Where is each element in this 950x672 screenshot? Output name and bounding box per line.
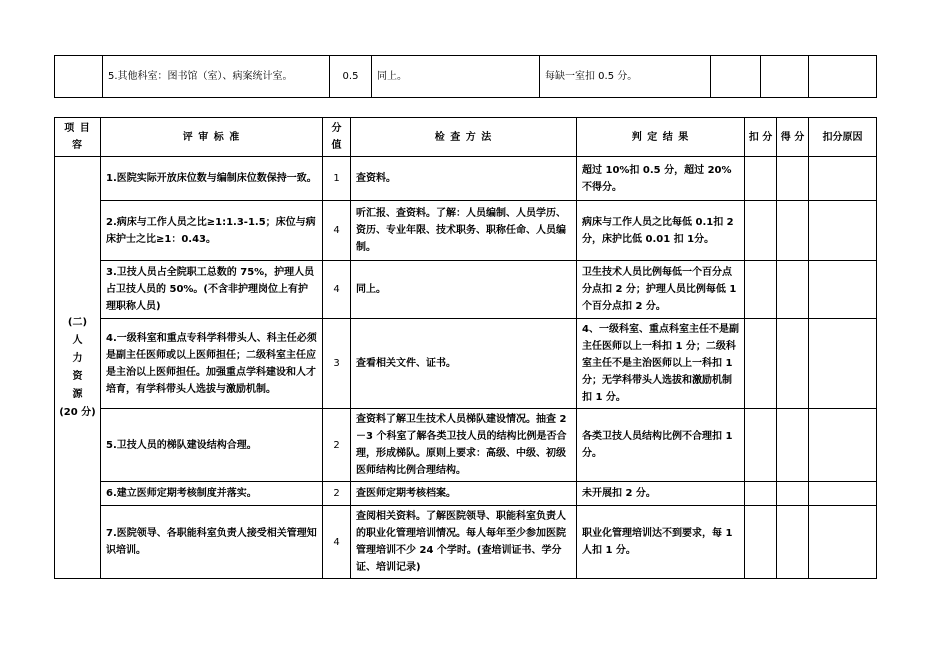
human-resources-review-table (54, 117, 877, 579)
table-row (55, 506, 877, 579)
score-cell: 1 (323, 157, 351, 201)
reason-cell (809, 506, 877, 579)
method-cell: 查阅相关资料。了解医院领导、职能科室负责人的职业化管理培训情况。每人每年至少参加医院管理培训不少 24 个学时。(查培训证书、学分证、培训记录) (351, 506, 577, 579)
item-cell (55, 56, 103, 98)
deduct-cell (745, 319, 777, 409)
deduct-cell (745, 157, 777, 201)
deduct-cell (711, 56, 761, 98)
method-cell: 查资料。 (351, 157, 577, 201)
deduct-cell (745, 506, 777, 579)
result-cell: 4、一级科室、重点科室主任不是副主任医师以上一科扣 1 分；二级科室主任不是主治医师以上一科扣 1 分；无学科带头人选拔和激励机制扣 1 分。 (577, 319, 745, 409)
score-cell: 2 (323, 482, 351, 506)
deduct-cell (745, 482, 777, 506)
result-cell: 病床与工作人员之比每低 0.1扣 2 分，床护比低 0.01 扣 1分。 (577, 201, 745, 261)
header-deduct: 扣 分 (745, 118, 777, 157)
result-cell: 职业化管理培训达不到要求，每 1 人扣 1 分。 (577, 506, 745, 579)
method-cell: 听汇报、查资料。了解：人员编制、人员学历、资历、专业年限、技术职务、职称任命、人员编制。 (351, 201, 577, 261)
reason-cell (809, 482, 877, 506)
standard-cell: 7.医院领导、各职能科室负责人接受相关管理知识培训。 (101, 506, 323, 579)
standard-cell: 1.医院实际开放床位数与编制床位数保持一致。 (101, 157, 323, 201)
reason-cell (809, 201, 877, 261)
method-cell: 查资料了解卫生技术人员梯队建设情况。抽查 2－3 个科室了解各类卫技人员的结构比例是否合理，形成梯队。原则上要求：高级、中级、初级医师结构比例合理结构。 (351, 409, 577, 482)
got-cell (777, 409, 809, 482)
header-row (55, 118, 877, 157)
got-cell (777, 319, 809, 409)
standard-cell: 2.病床与工作人员之比≥1:1.3-1.5；床位与病床护士之比≥1：0.43。 (101, 201, 323, 261)
standard-cell: 5.其他科室：图书馆（室）、病案统计室。 (103, 56, 330, 98)
table-row (55, 261, 877, 319)
score-cell: 4 (323, 201, 351, 261)
standard-cell: 3.卫技人员占全院职工总数的 75%，护理人员占卫技人员的 50%。(不含非护理岗位上有护理职称人员) (101, 261, 323, 319)
method-cell: 同上。 (351, 261, 577, 319)
table-row (55, 319, 877, 409)
standard-cell: 5.卫技人员的梯队建设结构合理。 (101, 409, 323, 482)
header-got: 得 分 (777, 118, 809, 157)
reason-cell (809, 261, 877, 319)
result-cell: 卫生技术人员比例每低一个百分点分点扣 2 分；护理人员比例每低 1 个百分点扣 2 分。 (577, 261, 745, 319)
table-row (55, 201, 877, 261)
method-cell: 查医师定期考核档案。 (351, 482, 577, 506)
got-cell (777, 482, 809, 506)
standard-cell: 4.一级科室和重点专科学科带头人、科主任必须是副主任医师或以上医师担任；二级科室主任应是主治以上医师担任。加强重点学科建设和人才培育，有学科带头人选拔与激励机制。 (101, 319, 323, 409)
method-cell: 同上。 (372, 56, 540, 98)
reason-cell (809, 319, 877, 409)
reason-cell (809, 409, 877, 482)
deduct-cell (745, 261, 777, 319)
deduct-cell (745, 201, 777, 261)
got-cell (761, 56, 809, 98)
header-item: 项 目 容 (55, 118, 101, 157)
previous-page-table (54, 55, 877, 98)
reason-cell (809, 157, 877, 201)
deduct-cell (745, 409, 777, 482)
table-row (55, 157, 877, 201)
result-cell: 超过 10%扣 0.5 分，超过 20%不得分。 (577, 157, 745, 201)
table-row (55, 482, 877, 506)
result-cell: 未开展扣 2 分。 (577, 482, 745, 506)
table-row (55, 409, 877, 482)
header-method: 检 查 方 法 (351, 118, 577, 157)
header-reason: 扣分原因 (809, 118, 877, 157)
reason-cell (809, 56, 877, 98)
score-cell: 4 (323, 261, 351, 319)
result-cell: 各类卫技人员结构比例不合理扣 1 分。 (577, 409, 745, 482)
got-cell (777, 506, 809, 579)
score-cell: 0.5 (330, 56, 372, 98)
method-cell: 查看相关文件、证书。 (351, 319, 577, 409)
score-cell: 4 (323, 506, 351, 579)
got-cell (777, 157, 809, 201)
category-cell: (二) 人 力 资 源 (20 分) (55, 157, 101, 579)
result-cell: 每缺一室扣 0.5 分。 (540, 56, 711, 98)
header-score: 分 值 (323, 118, 351, 157)
header-result: 判 定 结 果 (577, 118, 745, 157)
got-cell (777, 261, 809, 319)
header-standard: 评 审 标 准 (101, 118, 323, 157)
score-cell: 2 (323, 409, 351, 482)
table-row (55, 56, 877, 98)
got-cell (777, 201, 809, 261)
standard-cell: 6.建立医师定期考核制度并落实。 (101, 482, 323, 506)
score-cell: 3 (323, 319, 351, 409)
